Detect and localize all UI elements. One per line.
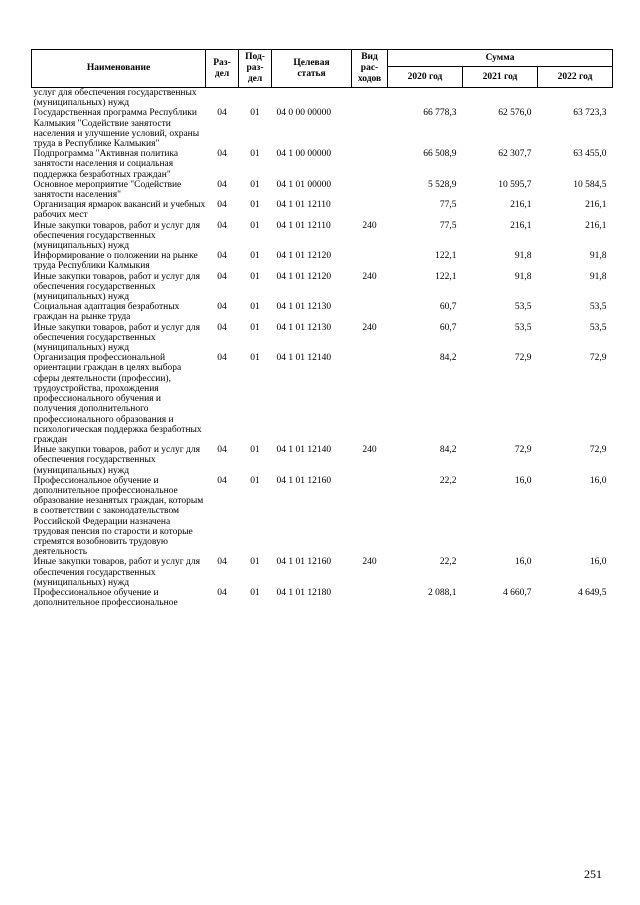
row-amount-2022: 10 584,5 [573, 179, 607, 190]
row-podrazdel: 01 [250, 557, 260, 568]
row-amount-2020: 60,7 [439, 302, 457, 313]
row-name: Профессиональное обучение и дополнительное профессиональное [33, 587, 178, 609]
row-amount-2022: 53,5 [589, 322, 607, 333]
row-podrazdel: 01 [250, 220, 260, 231]
row-target: 04 1 01 12110 [276, 200, 331, 211]
row-podrazdel: 01 [250, 353, 260, 364]
row-vid: 240 [362, 557, 377, 568]
row-vid [352, 353, 388, 445]
row-vid [352, 149, 388, 180]
row-razdel: 04 [217, 445, 227, 456]
header-target: Целевая статья [272, 50, 352, 88]
row-target: 04 1 01 12160 [276, 475, 332, 486]
row-name: Информирование о положении на рынке труда Республики Калмыкия [33, 251, 198, 272]
row-target: 04 1 01 00000 [276, 179, 332, 190]
row-amount-2022: 63 455,0 [573, 149, 607, 160]
header-year-2021: 2021 год [463, 67, 538, 88]
row-amount-2020: 122,1 [435, 251, 457, 262]
row-amount-2021: 53,5 [514, 322, 532, 333]
row-amount-2022: 4 649,5 [578, 587, 607, 598]
table-row [32, 200, 613, 220]
table-body [32, 88, 613, 609]
row-razdel: 04 [217, 353, 227, 364]
row-amount-2022: 72,9 [589, 353, 607, 364]
row-name: Иные закупки товаров, работ и услуг для обеспечения государственных (муниципальных) нужд [33, 322, 200, 354]
header-summa: Сумма [388, 50, 613, 67]
row-amount-2020: 66 778,3 [423, 108, 457, 119]
row-amount-2020: 2 088,1 [428, 587, 457, 598]
row-podrazdel: 01 [250, 149, 260, 160]
row-amount-2021: 72,9 [514, 353, 532, 364]
row-podrazdel: 01 [250, 108, 260, 119]
row-name: Иные закупки товаров, работ и услуг для обеспечения государственных (муниципальных) нужд [33, 271, 200, 303]
row-amount-2020 [388, 88, 463, 109]
row-amount-2020: 60,7 [439, 322, 457, 333]
row-amount-2021: 16,0 [514, 475, 532, 486]
row-name: Иные закупки товаров, работ и услуг для обеспечения государственных (муниципальных) нужд [33, 445, 200, 476]
row-vid [352, 180, 388, 200]
row-razdel: 04 [217, 149, 227, 160]
header-podrazdel: Под- раз- дел [239, 50, 272, 88]
row-vid [352, 302, 388, 322]
table-row [32, 149, 613, 180]
row-vid [352, 251, 388, 271]
row-amount-2021 [463, 88, 538, 109]
table-row [32, 251, 613, 271]
row-vid [352, 108, 388, 149]
row-podrazdel: 01 [250, 302, 260, 313]
row-razdel: 04 [217, 271, 227, 282]
row-amount-2022: 63 723,3 [573, 108, 607, 119]
table-row [32, 588, 613, 608]
row-amount-2022: 72,9 [589, 445, 607, 456]
row-razdel: 04 [217, 475, 227, 486]
table-row [32, 353, 613, 445]
row-amount-2021: 62 576,0 [498, 108, 532, 119]
row-vid [352, 588, 388, 608]
row-vid [352, 200, 388, 220]
row-vid [352, 476, 388, 558]
row-target: 04 1 01 12120 [276, 271, 332, 282]
row-podrazdel: 01 [250, 251, 260, 262]
row-amount-2022: 53,5 [589, 302, 607, 313]
row-name: Иные закупки товаров, работ и услуг для обеспечения государственных (муниципальных) нужд [33, 220, 200, 252]
row-podrazdel: 01 [250, 271, 260, 282]
row-amount-2021: 91,8 [514, 251, 532, 262]
row-name: Основное мероприятие "Содействие занятости населения" [33, 179, 182, 201]
row-target: 04 1 01 12180 [276, 587, 332, 598]
row-name: Организация ярмарок вакансий и учебных рабочих мест [33, 200, 206, 221]
budget-table [31, 49, 613, 608]
row-amount-2020: 122,1 [435, 271, 457, 282]
row-amount-2022: 91,8 [589, 271, 607, 282]
header-razdel: Раз- дел [206, 50, 239, 88]
row-podrazdel: 01 [250, 445, 260, 456]
row-razdel: 04 [217, 220, 227, 231]
row-amount-2020: 84,2 [439, 353, 457, 364]
row-amount-2021: 53,5 [514, 302, 532, 313]
header-vid: Вид рас- ходов [352, 50, 388, 88]
header-name: Наименование [32, 50, 206, 88]
row-podrazdel: 01 [250, 322, 260, 333]
budget-table-page [31, 49, 612, 608]
table-row [32, 272, 613, 303]
row-razdel: 04 [217, 322, 227, 333]
row-name: Подпрограмма "Активная политика занятости населения и социальная поддержка безработных граждан" [33, 149, 179, 180]
row-podrazdel: 01 [250, 179, 260, 190]
row-amount-2022: 91,8 [589, 251, 607, 262]
row-amount-2020: 22,2 [439, 475, 457, 486]
row-target: 04 1 01 12140 [276, 353, 332, 364]
row-razdel: 04 [217, 251, 227, 262]
row-amount-2021: 4 660,7 [503, 587, 532, 598]
row-amount-2021: 216,1 [510, 200, 532, 211]
row-amount-2021: 10 595,7 [498, 179, 532, 190]
row-target: 04 1 01 12120 [276, 251, 332, 262]
row-name: Организация профессиональной ориентации граждан в целях выбора сферы деятельности (профессии), трудоустройства, прохождения профессионального обучения и получения дополнительного профессионального образования и психологическая поддержка безработных граждан [33, 353, 202, 445]
row-target: 04 1 01 12130 [276, 302, 332, 313]
row-amount-2021: 216,1 [510, 220, 532, 231]
row-razdel: 04 [217, 108, 227, 119]
row-podrazdel: 01 [250, 587, 260, 598]
row-vid: 240 [362, 445, 377, 456]
row-vid: 240 [362, 271, 377, 282]
table-header [32, 50, 613, 88]
row-amount-2022: 216,1 [585, 220, 607, 231]
row-name: Социальная адаптация безработных граждан на рынке труда [33, 302, 180, 323]
header-year-2022: 2022 год [538, 67, 613, 88]
row-name: услуг для обеспечения государственных (муниципальных) нужд [33, 88, 197, 109]
row-target: 04 0 00 00000 [276, 108, 332, 119]
row-amount-2022 [538, 88, 613, 109]
row-podrazdel: 01 [250, 200, 260, 211]
header-year-2020: 2020 год [388, 67, 463, 88]
table-row [32, 323, 613, 354]
row-target: 04 1 00 00000 [276, 149, 332, 160]
row-amount-2020: 77,5 [439, 220, 457, 231]
table-row [32, 88, 613, 109]
row-target [272, 88, 352, 109]
page-number: 251 [584, 867, 602, 881]
row-podrazdel [239, 88, 272, 109]
row-razdel: 04 [217, 200, 227, 211]
row-amount-2020: 5 528,9 [428, 179, 457, 190]
row-amount-2022: 216,1 [585, 200, 607, 211]
row-amount-2021: 16,0 [514, 557, 532, 568]
row-amount-2021: 72,9 [514, 445, 532, 456]
table-row [32, 180, 613, 200]
table-row [32, 445, 613, 476]
table-row [32, 302, 613, 322]
row-vid [352, 88, 388, 109]
table-row [32, 221, 613, 252]
row-name: Профессиональное обучение и дополнительное профессиональное образование незанятых граждан, которым в соответствии с законодательством Российской Федерации назначена трудовая пенсия по старости и которые стремятся возобновить трудовую деятельность [33, 475, 204, 558]
row-name: Иные закупки товаров, работ и услуг для обеспечения государственных (муниципальных) нужд [33, 557, 200, 588]
row-amount-2021: 62 307,7 [498, 149, 532, 160]
row-razdel [206, 88, 239, 109]
row-target: 04 1 01 12140 [276, 445, 332, 456]
row-target: 04 1 01 12110 [276, 220, 331, 231]
row-razdel: 04 [217, 302, 227, 313]
table-row [32, 557, 613, 588]
row-amount-2020: 66 508,9 [423, 149, 457, 160]
row-amount-2021: 91,8 [514, 271, 532, 282]
table-row [32, 108, 613, 149]
row-target: 04 1 01 12160 [276, 557, 332, 568]
row-amount-2020: 22,2 [439, 557, 457, 568]
row-razdel: 04 [217, 557, 227, 568]
row-amount-2020: 84,2 [439, 445, 457, 456]
row-name: Государственная программа Республики Калмыкия "Содействие занятости населения и улучшение условий, охраны труда в Республике Калмыкия" [33, 108, 200, 150]
row-podrazdel: 01 [250, 475, 260, 486]
row-vid: 240 [362, 220, 377, 231]
row-razdel: 04 [217, 179, 227, 190]
row-amount-2022: 16,0 [589, 475, 607, 486]
row-vid: 240 [362, 322, 377, 333]
row-razdel: 04 [217, 587, 227, 598]
table-row [32, 476, 613, 558]
row-amount-2022: 16,0 [589, 557, 607, 568]
row-target: 04 1 01 12130 [276, 322, 332, 333]
row-amount-2020: 77,5 [439, 200, 457, 211]
